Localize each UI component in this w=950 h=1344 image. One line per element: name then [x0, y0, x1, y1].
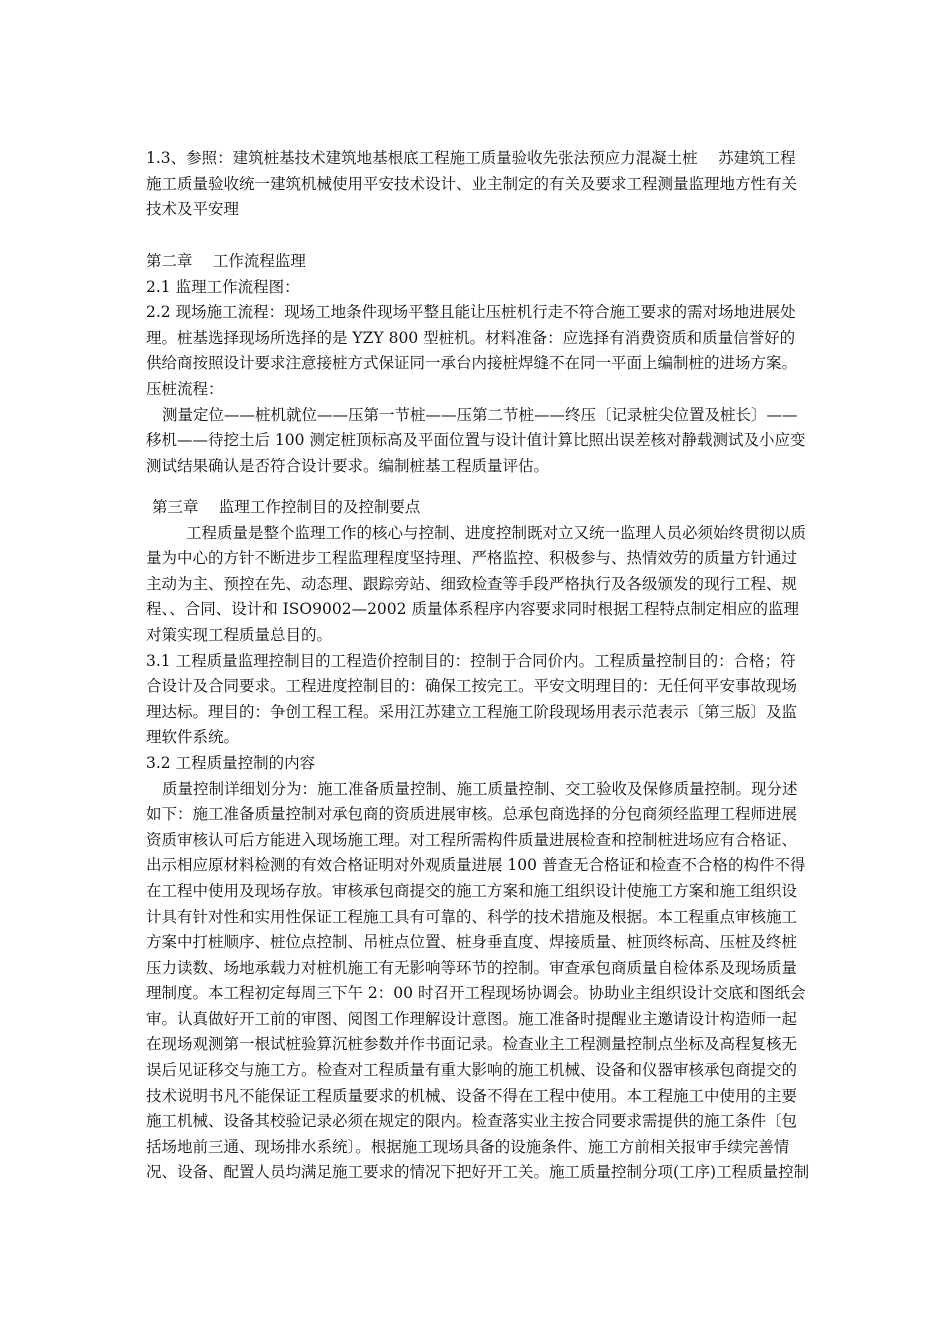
- section-1-3-text: 1.3、参照：建筑桩基技术建筑地基根底工程施工质量验收先张法预应力混凝土桩 苏建筑工程施工质量验收统一建筑机械使用平安技术设计、业主制定的有关及要求工程测量监理地方性有关技术及平安理: [146, 149, 798, 219]
- pile-flow-text: 测量定位——桩机就位——压第一节桩——压第二节桩——终压〔记录桩尖位置及桩长〕——移机——待挖土后 100 测定桩顶标高及平面位置与设计值计算比照出误差核对静载测试及小应变测试结果确认是否符合设计要求。编制桩基工程质量评估。: [146, 405, 806, 475]
- chapter-2-title: 第二章 工作流程监理: [146, 252, 306, 270]
- chapter-3-intro: 工程质量是整个监理工作的核心与控制、进度控制既对立又统一监理人员必须始终贯彻以质量为中心的方针不断进步工程监理程度坚持理、严格监控、积极参与、热情效劳的质量方针通过主动为主、预控在先、动态理、跟踪旁站、细致检查等手段严格执行及各级颁发的现行工程、规程、、合同、设计和 ISO9002—2002 质量体系程序内容要求同时根据工程特点制定相应的监理对策实现工程质量总目的。: [146, 523, 807, 644]
- section-3-1: 3.1 工程质量监理控制目的工程造价控制目的：控制于合同价内。工程质量控制目的：合格；符合设计及合同要求。工程进度控制目的：确保工按完工。平安文明理目的：无任何平安事故现场理达标。理目的：争创工程工程。采用江苏建立工程施工阶段现场用表示范表示〔第三版〕及监理软件系统。: [146, 651, 798, 747]
- section-3-2-body: 质量控制详细划分为：施工准备质量控制、施工质量控制、交工验收及保修质量控制。现分述如下：施工准备质量控制对承包商的资质进展审核。总承包商选择的分包商须经监理工程师进展资质审核认可后方能进入现场施工理。对工程所需构件质量进展检查和控制桩进场应有合格证、出示相应原材料检测的有效合格证明对外观质量进展 100 普查无合格证和检查不合格的构件不得在工程中使用及现场存放。审核承包商提交的施工方案和施工组织设计使施工方案和施工组织设计具有针对性和实用性保证工程施工具有可靠的、科学的技术措施及根据。本工程重点审核施工方案中打桩顺序、桩位点控制、吊桩点位置、桩身垂直度、焊接质量、桩顶终标高、压桩及终桩压力读数、场地承载力对桩机施工有无影响等环节的控制。审查承包商质量自检体系及现场质量理制度。本工程初定每周三下午 2：00 时召开工程现场协调会。协助业主组织设计交底和图纸会审。认真做好开工前的审图、阅图工作理解设计意图。施工准备时提醒业主邀请设计构造师一起在现场观测第一根试桩验算沉桩参数并作书面记录。检查业主工程测量控制点坐标及高程复核无误后见证移交与施工方。检查对工程质量有重大影响的施工机械、设备和仪器审核承包商提交的技术说明书凡不能保证工程质量要求的机械、设备不得在工程中使用。本工程施工中使用的主要施工机械、设备其校验记录必须在规定的限内。检查落实业主按合同要求需提供的施工条件〔包括场地前三通、现场排水系统〕。根据施工现场具备的设施条件、施工方前相关报审手续完善情况、设备、配置人员均满足施工要求的情况下把好开工关。施工质量控制分项(工序)工程质量控制: [146, 779, 810, 1182]
- section-2-2: 2.2 现场施工流程：现场工地条件现场平整且能让压桩机行走不符合施工要求的需对场地进展处理。桩基选择现场所选择的是 YZY 800 型桩机。材料准备：应选择有消费资质和质量信誉好的供给商按照设计要求注意接桩方式保证同一承台内接桩焊缝不在同一平面上编制桩的进场方案。压桩流程：: [146, 303, 798, 398]
- chapter-3-title: 第三章 监理工作控制目的及控制要点: [152, 498, 421, 516]
- chapter-2: [146, 249, 810, 479]
- section-3-2-title: 3.2 工程质量控制的内容: [146, 753, 316, 772]
- section-1-3: [146, 146, 810, 223]
- section-2-1: 2.1 监理工作流程图：: [146, 277, 300, 296]
- chapter-3: [146, 495, 810, 1186]
